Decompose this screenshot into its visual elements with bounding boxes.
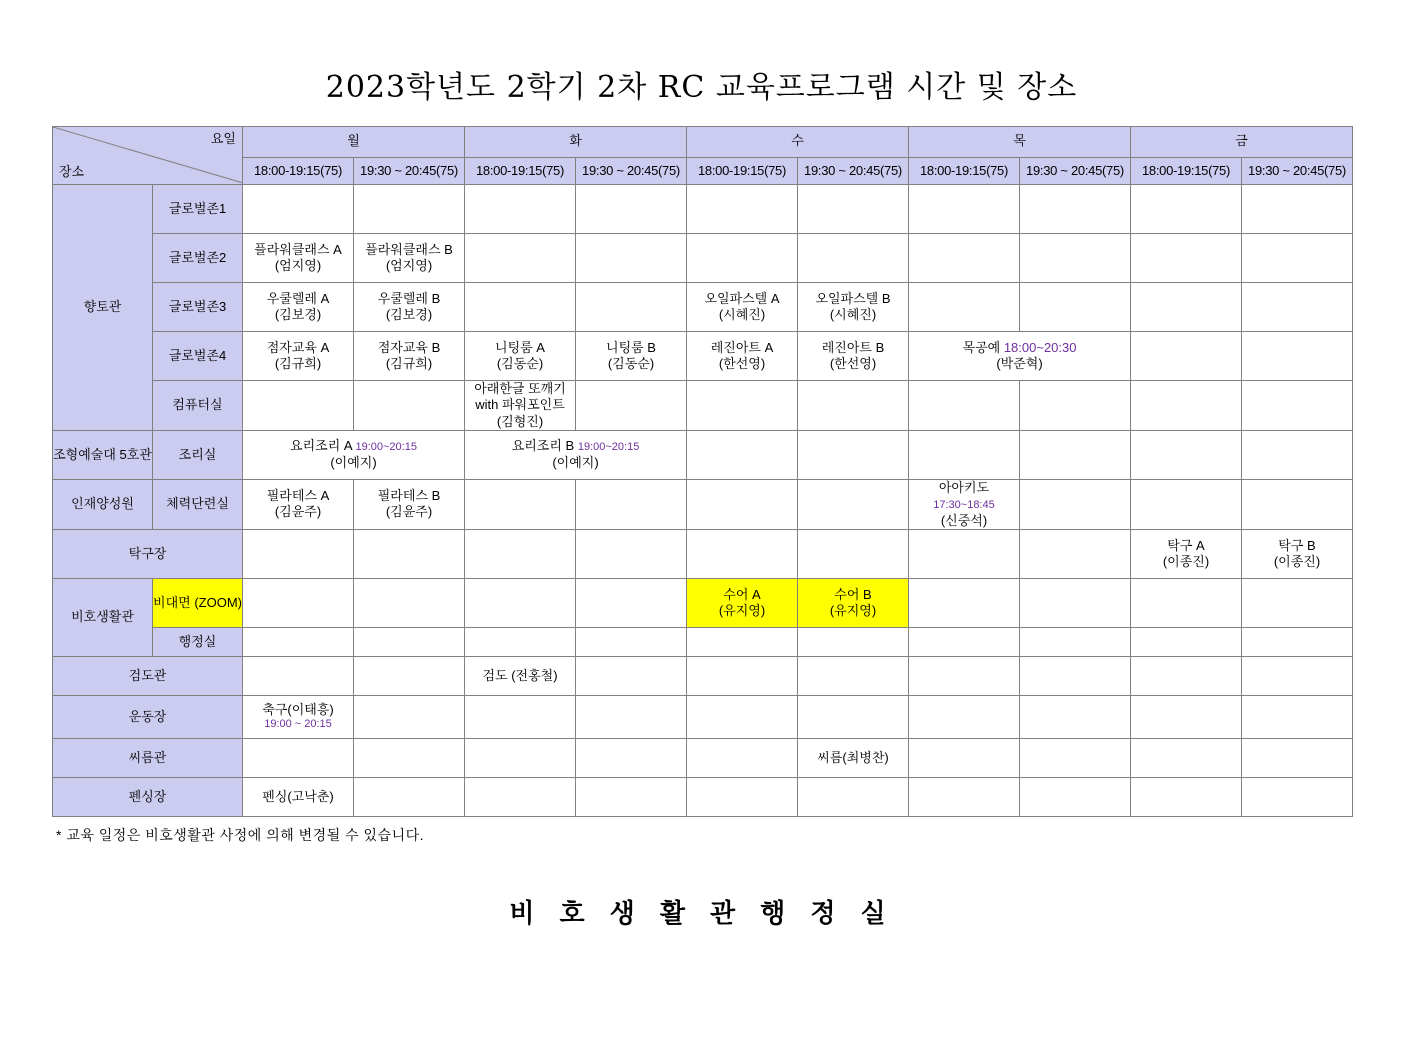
cell-cook-mon	[243, 430, 465, 479]
class-name: 점자교육 B	[377, 339, 441, 355]
cell-fencing-fri2	[1242, 778, 1353, 817]
corner-place-label: 장소	[59, 163, 85, 179]
slot-header-0: 18:00-19:15(75)	[243, 158, 354, 185]
class-instructor: (한선영)	[829, 356, 877, 371]
cell-field-wed1	[687, 696, 798, 739]
place-label-cookroom: 조리실	[153, 430, 243, 479]
cell-tt-tue1	[465, 530, 576, 579]
table-header-days	[53, 127, 1353, 158]
cell-field-fri1	[1131, 696, 1242, 739]
cell-fencing-mon1: 펜싱(고낙춘)	[243, 778, 354, 817]
cell-field-mon2	[354, 696, 465, 739]
table-row	[53, 739, 1353, 778]
cell-fencing-wed2	[798, 778, 909, 817]
cell-ssirum-fri2	[1242, 739, 1353, 778]
cell-gym-thu1	[909, 479, 1020, 529]
class-name: 점자교육 A	[266, 339, 330, 355]
cell-office-mon1	[243, 628, 354, 657]
cell-gz1-thu1	[909, 185, 1020, 234]
class-name-line1: 아래한글 또깨기	[474, 381, 566, 396]
class-line	[243, 438, 464, 455]
slot-header-2: 18:00-19:15(75)	[465, 158, 576, 185]
cell-office-fri2	[1242, 628, 1353, 657]
class-name: 플라워클래스 A	[254, 241, 342, 257]
place-label-gz4: 글로벌존4	[153, 332, 243, 381]
cell-office-wed1	[687, 628, 798, 657]
table-row	[53, 628, 1353, 657]
class-time: 17:30~18:45	[933, 499, 995, 511]
class-instructor: (이종진)	[1273, 554, 1321, 569]
class-instructor: (한선영)	[718, 356, 766, 371]
cell-gz4-mon1	[243, 332, 354, 381]
group-label-johyung	[53, 430, 153, 479]
class-instructor: (김윤주)	[274, 504, 322, 520]
cell-cook-wed2	[798, 430, 909, 479]
page-title: 2023학년도 2학기 2차 RC 교육프로그램 시간 및 장소	[325, 70, 1078, 105]
class-instructor: (김보경)	[274, 307, 322, 322]
table-row	[53, 479, 1353, 529]
table-row	[53, 696, 1353, 739]
group-label-injae: 인재양성원	[53, 479, 153, 529]
cell-kendo-fri1	[1131, 657, 1242, 696]
cell-zoom-mon2	[354, 579, 465, 628]
slot-header-3: 19:30 ~ 20:45(75)	[576, 158, 687, 185]
cell-gym-fri1	[1131, 479, 1242, 529]
cell-office-fri1	[1131, 628, 1242, 657]
class-name: 니팅룸 A	[495, 339, 545, 355]
table-row	[53, 579, 1353, 628]
cell-field-thu1	[909, 696, 1020, 739]
cell-zoom-thu1	[909, 579, 1020, 628]
cell-gz3-mon2	[354, 283, 465, 332]
cell-fencing-thu2	[1020, 778, 1131, 817]
cell-gz1-fri1	[1131, 185, 1242, 234]
cell-gz4-tue1	[465, 332, 576, 381]
class-name: 레진아트 A	[710, 339, 774, 355]
cell-gz3-fri1	[1131, 283, 1242, 332]
group-label-hyangto: 향토관	[53, 185, 153, 431]
cell-zoom-mon1	[243, 579, 354, 628]
cell-fencing-mon2	[354, 778, 465, 817]
cell-gz3-mon1	[243, 283, 354, 332]
class-name: 요리조리 B	[511, 438, 575, 454]
cell-field-tue1	[465, 696, 576, 739]
place-label-gz3: 글로벌존3	[153, 283, 243, 332]
class-instructor: (박준혁)	[996, 356, 1043, 371]
class-instructor: (김윤주)	[385, 504, 433, 520]
cell-tt-wed2	[798, 530, 909, 579]
class-time: 19:00~20:15	[355, 441, 417, 454]
table-row	[53, 381, 1353, 431]
group-label-biho: 비호생활관	[53, 579, 153, 657]
cell-kendo-mon2	[354, 657, 465, 696]
cell-gz4-thu	[909, 332, 1131, 381]
cell-ssirum-mon1	[243, 739, 354, 778]
cell-office-tue2	[576, 628, 687, 657]
cell-zoom-tue1	[465, 579, 576, 628]
class-name: 우쿨렐레 B	[377, 290, 441, 306]
cell-tt-fri2	[1242, 530, 1353, 579]
corner-header	[53, 127, 243, 185]
cell-office-thu1	[909, 628, 1020, 657]
cell-tt-thu1	[909, 530, 1020, 579]
class-name: 필라테스 A	[266, 488, 330, 504]
place-label-line2: (ZOOM)	[194, 594, 242, 610]
cell-gz1-wed1	[687, 185, 798, 234]
cell-gz3-wed1	[687, 283, 798, 332]
cell-computer-mon1	[243, 381, 354, 431]
cell-gz2-fri1	[1131, 234, 1242, 283]
class-name: 니팅룸 B	[606, 339, 656, 355]
cell-gz2-fri2	[1242, 234, 1353, 283]
cell-ssirum-tue2	[576, 739, 687, 778]
class-name: 플라워클래스 B	[365, 241, 453, 257]
cell-computer-thu1	[909, 381, 1020, 431]
cell-gz4-wed2	[798, 332, 909, 381]
cell-gz2-wed2	[798, 234, 909, 283]
cell-kendo-mon1	[243, 657, 354, 696]
day-header-fri: 금	[1131, 127, 1353, 158]
class-instructor: (이예지)	[552, 455, 599, 470]
class-instructor: (신중석)	[940, 512, 988, 528]
cell-gym-tue2	[576, 479, 687, 529]
day-header-thu: 목	[909, 127, 1131, 158]
class-instructor: (김동순)	[607, 356, 655, 371]
cell-office-wed2	[798, 628, 909, 657]
cell-computer-wed1	[687, 381, 798, 431]
schedule-table	[52, 126, 1353, 817]
cell-field-fri2	[1242, 696, 1353, 739]
cell-gz3-fri2	[1242, 283, 1353, 332]
cell-gz2-wed1	[687, 234, 798, 283]
cell-gz3-tue1	[465, 283, 576, 332]
cell-gz1-tue2	[576, 185, 687, 234]
cell-zoom-thu2	[1020, 579, 1131, 628]
cell-gz3-wed2	[798, 283, 909, 332]
class-name: 축구(이태흥)	[262, 702, 334, 717]
cell-gz2-mon1	[243, 234, 354, 283]
class-line	[909, 340, 1130, 356]
cell-gz3-thu2	[1020, 283, 1131, 332]
cell-zoom-tue2	[576, 579, 687, 628]
cell-cook-tue	[465, 430, 687, 479]
cell-office-tue1	[465, 628, 576, 657]
document-page	[0, 62, 1403, 1054]
cell-field-tue2	[576, 696, 687, 739]
cell-cook-thu2	[1020, 430, 1131, 479]
cell-gz2-tue1	[465, 234, 576, 283]
cell-computer-mon2	[354, 381, 465, 431]
cell-gz4-wed1	[687, 332, 798, 381]
cell-kendo-wed1	[687, 657, 798, 696]
cell-gz2-tue2	[576, 234, 687, 283]
cell-ssirum-thu2	[1020, 739, 1131, 778]
day-header-tue: 화	[465, 127, 687, 158]
class-instructor: (김규희)	[274, 356, 322, 371]
cell-gz1-wed2	[798, 185, 909, 234]
class-name: 우쿨렐레 A	[266, 290, 330, 306]
place-label-gz2: 글로벌존2	[153, 234, 243, 283]
cell-zoom-fri2	[1242, 579, 1353, 628]
cell-gym-fri2	[1242, 479, 1353, 529]
footnote: * 교육 일정은 비호생활관 사정에 의해 변경될 수 있습니다.	[56, 827, 425, 843]
cell-gym-thu2	[1020, 479, 1131, 529]
cell-gz4-mon2	[354, 332, 465, 381]
cell-field-mon1	[243, 696, 354, 739]
table-row	[53, 185, 1353, 234]
table-row	[53, 332, 1353, 381]
table-row	[53, 430, 1353, 479]
cell-kendo-thu2	[1020, 657, 1131, 696]
cell-tt-mon2	[354, 530, 465, 579]
cell-kendo-tue2	[576, 657, 687, 696]
cell-gz2-thu2	[1020, 234, 1131, 283]
cell-kendo-thu1	[909, 657, 1020, 696]
place-label-gz1: 글로벌존1	[153, 185, 243, 234]
class-name: 수어 B	[834, 586, 872, 602]
class-time: 18:00~20:30	[1003, 339, 1077, 355]
cell-field-thu2	[1020, 696, 1131, 739]
cell-gz4-fri1	[1131, 332, 1242, 381]
place-label-kendo: 검도관	[53, 657, 243, 696]
cell-ssirum-wed2: 씨름(최병찬)	[798, 739, 909, 778]
cell-gym-wed1	[687, 479, 798, 529]
cell-computer-fri1	[1131, 381, 1242, 431]
class-instructor: (유지영)	[718, 603, 766, 618]
cell-tt-tue2	[576, 530, 687, 579]
class-instructor: (시혜진)	[718, 307, 766, 322]
cell-gz3-thu1	[909, 283, 1020, 332]
day-header-wed: 수	[687, 127, 909, 158]
cell-tt-mon1	[243, 530, 354, 579]
cell-office-mon2	[354, 628, 465, 657]
class-instructor: (유지영)	[829, 603, 877, 618]
class-name: 오일파스텔 A	[704, 290, 780, 306]
slot-header-6: 18:00-19:15(75)	[909, 158, 1020, 185]
cell-cook-fri1	[1131, 430, 1242, 479]
cell-zoom-wed2	[798, 579, 909, 628]
cell-tt-wed1	[687, 530, 798, 579]
group-label-line2: 5호관	[119, 446, 152, 462]
class-name: 레진아트 B	[821, 339, 885, 355]
cell-fencing-fri1	[1131, 778, 1242, 817]
cell-computer-fri2	[1242, 381, 1353, 431]
class-time: 19:00 ~ 20:15	[264, 718, 332, 731]
cell-cook-fri2	[1242, 430, 1353, 479]
place-label-field: 운동장	[53, 696, 243, 739]
table-row	[53, 778, 1353, 817]
cell-gz1-thu2	[1020, 185, 1131, 234]
class-name: 요리조리 A	[290, 438, 352, 454]
class-line	[465, 438, 686, 455]
cell-computer-thu2	[1020, 381, 1131, 431]
place-label-fencing: 펜싱장	[53, 778, 243, 817]
cell-fencing-tue1	[465, 778, 576, 817]
class-instructor: (김규희)	[385, 356, 433, 371]
class-name: 탁구 A	[1167, 537, 1205, 553]
cell-tt-thu2	[1020, 530, 1131, 579]
cell-fencing-tue2	[576, 778, 687, 817]
cell-gym-tue1	[465, 479, 576, 529]
class-instructor: (엄지영)	[274, 258, 322, 273]
cell-ssirum-thu1	[909, 739, 1020, 778]
group-label-line1: 조형예술대	[53, 446, 116, 462]
cell-ssirum-wed1	[687, 739, 798, 778]
class-instructor: (엄지영)	[385, 258, 433, 273]
table-row	[53, 530, 1353, 579]
class-instructor: (김형진)	[496, 413, 544, 429]
place-label-line1: 비대면	[153, 594, 191, 610]
cell-gz2-thu1	[909, 234, 1020, 283]
class-instructor: (이종진)	[1162, 554, 1210, 569]
place-label-gym: 체력단련실	[153, 479, 243, 529]
slot-header-7: 19:30 ~ 20:45(75)	[1020, 158, 1131, 185]
cell-gz2-mon2	[354, 234, 465, 283]
class-time: 19:00~20:15	[577, 441, 640, 454]
cell-gz1-mon2	[354, 185, 465, 234]
table-row	[53, 657, 1353, 696]
cell-gz1-mon1	[243, 185, 354, 234]
cell-gz3-tue2	[576, 283, 687, 332]
class-instructor: (김보경)	[385, 307, 433, 322]
cell-tt-fri1	[1131, 530, 1242, 579]
class-instructor: (이예지)	[330, 455, 377, 470]
document-footer: 비 호 생 활 관 행 정 실	[509, 899, 894, 929]
cell-gz1-fri2	[1242, 185, 1353, 234]
cell-gym-mon2	[354, 479, 465, 529]
cell-kendo-fri2	[1242, 657, 1353, 696]
cell-kendo-wed2	[798, 657, 909, 696]
cell-fencing-wed1	[687, 778, 798, 817]
cell-zoom-fri1	[1131, 579, 1242, 628]
slot-header-1: 19:30 ~ 20:45(75)	[354, 158, 465, 185]
cell-cook-thu1	[909, 430, 1020, 479]
slot-header-4: 18:00-19:15(75)	[687, 158, 798, 185]
cell-fencing-thu1	[909, 778, 1020, 817]
slot-header-8: 18:00-19:15(75)	[1131, 158, 1242, 185]
class-instructor: (김동순)	[496, 356, 544, 371]
cell-ssirum-tue1	[465, 739, 576, 778]
cell-computer-tue2	[576, 381, 687, 431]
class-name-line2: with 파워포인트	[475, 397, 565, 413]
slot-header-9: 19:30 ~ 20:45(75)	[1242, 158, 1353, 185]
day-header-mon: 월	[243, 127, 465, 158]
class-name: 탁구 B	[1278, 537, 1316, 553]
class-name: 오일파스텔 B	[815, 290, 891, 306]
table-row	[53, 283, 1353, 332]
place-label-tabletennis: 탁구장	[53, 530, 243, 579]
cell-computer-wed2	[798, 381, 909, 431]
table-row	[53, 234, 1353, 283]
class-instructor: (시혜진)	[829, 307, 877, 322]
cell-gz1-tue1	[465, 185, 576, 234]
cell-gz4-tue2	[576, 332, 687, 381]
place-label-zoom	[153, 579, 243, 628]
cell-gz4-fri2	[1242, 332, 1353, 381]
cell-cook-wed1	[687, 430, 798, 479]
place-label-ssirum: 씨름관	[53, 739, 243, 778]
class-line	[909, 480, 1019, 513]
place-label-computer: 컴퓨터실	[153, 381, 243, 431]
place-label-office: 행정실	[153, 628, 243, 657]
cell-office-thu2	[1020, 628, 1131, 657]
class-name: 아아키도	[938, 479, 990, 495]
class-name: 필라테스 B	[377, 488, 441, 504]
cell-gym-mon1	[243, 479, 354, 529]
cell-computer-tue1	[465, 381, 576, 431]
cell-ssirum-fri1	[1131, 739, 1242, 778]
corner-day-label: 요일	[210, 131, 236, 146]
class-name: 수어 A	[723, 586, 761, 602]
cell-gym-wed2	[798, 479, 909, 529]
cell-field-wed2	[798, 696, 909, 739]
cell-kendo-tue1: 검도 (전홍철)	[465, 657, 576, 696]
cell-ssirum-mon2	[354, 739, 465, 778]
table-header-slots	[53, 158, 1353, 185]
cell-zoom-wed1	[687, 579, 798, 628]
slot-header-5: 19:30 ~ 20:45(75)	[798, 158, 909, 185]
class-name: 목공예	[962, 339, 1001, 355]
